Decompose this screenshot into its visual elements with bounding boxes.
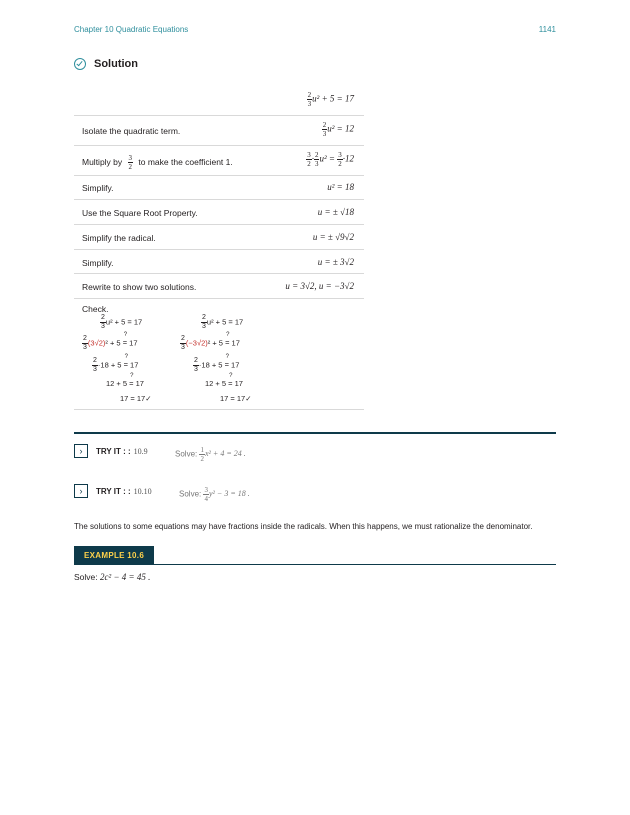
check-left-line: $\frac{2}{3}$ (3√2)² + 5 = ? 17 xyxy=(83,332,138,351)
section-divider xyxy=(74,432,556,434)
chevron-right-icon[interactable]: › xyxy=(74,444,88,458)
page-number: 1141 xyxy=(538,25,556,34)
try-it-problem: Solve: $\frac{1}{2}$ x² + 4 = 24 . xyxy=(175,446,246,463)
step-math: $\frac{3}{2}$ · $\frac{2}{3}$ u² = $\frac{3}{2}$ ·12 xyxy=(307,151,354,168)
table-row xyxy=(74,175,364,200)
check-right-line: $\frac{2}{3}$ (−3√2)² + 5 = ? 17 xyxy=(181,332,240,351)
step-label: Isolate the quadratic term. xyxy=(82,126,181,136)
step-label: Simplify the radical. xyxy=(82,233,156,243)
step-label: Simplify. xyxy=(82,258,114,268)
check-left-line: $\frac{2}{3}$ u² + 5 = 17 xyxy=(101,314,143,330)
check-right-result: 17 = 17✓ xyxy=(220,394,252,403)
table-row xyxy=(74,199,364,225)
check-left-line: 12 + 5 = ? 17 xyxy=(106,373,144,388)
step-label: Multiply by $\frac{3}{2}$ to make the coefficient 1. xyxy=(82,154,233,171)
table-row xyxy=(74,224,364,250)
chapter-header: Chapter 10 Quadratic Equations xyxy=(74,25,189,34)
try-it-number: 10.10 xyxy=(133,486,152,496)
step-math: u² = 18 xyxy=(327,182,354,192)
check-right-line: $\frac{2}{3}$ ·18 + 5 = ? 17 xyxy=(194,354,240,373)
example-tag: EXAMPLE 10.6 xyxy=(74,546,154,564)
step-label: Rewrite to show two solutions. xyxy=(82,282,197,292)
try-it-problem: Solve: $\frac{3}{4}$ y² − 3 = 18 . xyxy=(179,486,250,503)
example-problem: Solve: 2c² − 4 = 45 . xyxy=(74,572,151,582)
step-label: Use the Square Root Property. xyxy=(82,208,198,218)
solution-heading xyxy=(74,58,138,70)
step-math: $\frac{2}{3}$ u² = 12 xyxy=(322,121,354,138)
table-row xyxy=(74,249,364,274)
example-header xyxy=(74,546,556,565)
try-it-10-10 xyxy=(74,484,152,498)
check-circle-icon xyxy=(74,58,86,70)
try-it-number: 10.9 xyxy=(133,446,148,456)
step-math: u = ± √18 xyxy=(317,207,354,217)
step-math: $\frac{2}{3}$ u² + 5 = 17 xyxy=(307,91,354,108)
table-row xyxy=(74,145,364,176)
check-left-result: 17 = 17✓ xyxy=(120,394,152,403)
check-left-line: $\frac{2}{3}$ ·18 + 5 = ? 17 xyxy=(93,354,139,373)
check-label: Check. xyxy=(82,304,109,314)
check-right-line: $\frac{2}{3}$ u² + 5 = 17 xyxy=(202,314,244,330)
try-it-label: TRY IT : : xyxy=(96,486,131,496)
check-right-line: 12 + 5 = ? 17 xyxy=(205,373,243,388)
table-row xyxy=(74,82,364,116)
try-it-10-9 xyxy=(74,444,148,458)
step-label: Simplify. xyxy=(82,183,114,193)
step-math: u = 3√2, u = −3√2 xyxy=(285,281,354,291)
solution-title: Solution xyxy=(94,58,138,70)
table-row xyxy=(74,115,364,146)
try-it-label: TRY IT : : xyxy=(96,446,131,456)
check-row xyxy=(74,298,364,410)
table-row xyxy=(74,273,364,299)
body-paragraph: The solutions to some equations may have fractions inside the radicals. When this happens, we must rationalize the denominator. xyxy=(74,522,533,531)
step-math: u = ± √9√2 xyxy=(312,232,354,242)
chevron-right-icon[interactable]: › xyxy=(74,484,88,498)
step-math: u = ± 3√2 xyxy=(317,257,354,267)
